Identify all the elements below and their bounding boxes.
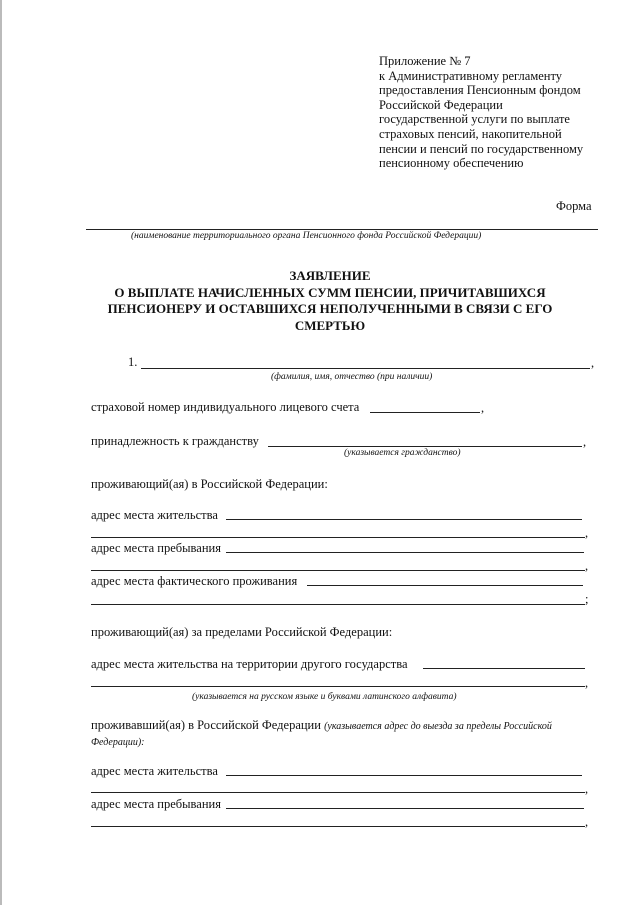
title-line: О ВЫПЛАТЕ НАЧИСЛЕННЫХ СУММ ПЕНСИИ, ПРИЧИТАВШИХСЯ <box>114 284 546 300</box>
full-name-field[interactable] <box>141 368 590 369</box>
foreign-address-field-2[interactable] <box>91 686 585 687</box>
actual-address-label: адрес места фактического проживания <box>91 574 298 588</box>
citizenship-hint: (указывается гражданство) <box>344 448 461 458</box>
appendix-line: Приложение № 7 <box>379 54 471 68</box>
appendix-line: государственной услуги по выплате <box>379 112 570 127</box>
residence-address-label-2: адрес места жительства <box>91 764 218 778</box>
actual-address-field-2[interactable] <box>91 604 585 605</box>
residing-rf-heading: проживающий(ая) в Российской Федерации: <box>91 477 328 491</box>
comma: , <box>481 401 485 415</box>
lived-rf-hint: (указывается адрес до выезда за пределы Российской <box>324 721 552 732</box>
foreign-address-field[interactable] <box>423 668 585 669</box>
title-line: СМЕРТЬЮ <box>294 317 366 333</box>
scan-edge <box>0 0 2 905</box>
title-line: ПЕНСИОНЕРУ И ОСТАВШИХСЯ НЕПОЛУЧЕННЫМИ В СВЯЗИ С ЕГО <box>107 301 553 316</box>
stay-address-field-4[interactable] <box>91 826 585 827</box>
appendix-header <box>379 54 609 171</box>
residing-abroad-heading: проживающий(ая) за пределами Российской Федерации: <box>91 625 393 639</box>
stay-address-field-3[interactable] <box>226 808 584 809</box>
comma: , <box>585 676 589 690</box>
residence-address-field[interactable] <box>226 519 582 520</box>
appendix-line: пенсионному обеспечению <box>379 156 524 171</box>
lived-rf-main: проживавший(ая) в Российской Федерации <box>91 718 321 732</box>
comma: , <box>585 815 589 829</box>
residence-address-field-4[interactable] <box>91 792 585 793</box>
name-hint: (фамилия, имя, отчество (при наличии) <box>271 372 433 382</box>
lived-rf-heading <box>91 718 552 734</box>
foreign-address-label: адрес места жительства на территории другого государства <box>91 657 408 671</box>
document-title <box>60 268 600 334</box>
comma: , <box>591 356 595 370</box>
org-hint: (наименование территориального органа Пенсионного фонда Российской Федерации) <box>131 231 482 241</box>
residence-address-label: адрес места жительства <box>91 508 218 522</box>
appendix-line: пенсии и пенсий по государственному <box>379 141 584 156</box>
appendix-line: предоставления Пенсионным фондом <box>379 83 581 98</box>
citizenship-field[interactable] <box>268 446 582 447</box>
stay-address-field-2[interactable] <box>91 570 585 571</box>
snils-label: страховой номер индивидуального лицевого счета <box>91 400 360 414</box>
snils-field[interactable] <box>370 412 480 413</box>
residence-address-field-3[interactable] <box>226 775 582 776</box>
citizenship-label: принадлежность к гражданству <box>91 434 259 448</box>
stay-address-label: адрес места пребывания <box>91 541 221 555</box>
residence-address-field-2[interactable] <box>91 537 585 538</box>
comma: , <box>585 782 589 796</box>
comma: , <box>585 559 589 573</box>
appendix-line: Российской Федерации <box>379 97 503 112</box>
semicolon: ; <box>585 592 589 606</box>
comma: , <box>585 526 589 540</box>
form-label: Форма <box>556 199 592 213</box>
org-name-field[interactable] <box>86 229 598 230</box>
appendix-line: страховых пенсий, накопительной <box>379 126 562 141</box>
appendix-line: к Административному регламенту <box>379 68 563 83</box>
title-line: ЗАЯВЛЕНИЕ <box>289 268 371 283</box>
lived-rf-hint-cont: Федерации): <box>91 737 145 748</box>
foreign-hint: (указывается на русском языке и буквами латинского алфавита) <box>192 692 457 702</box>
stay-address-label-2: адрес места пребывания <box>91 797 221 811</box>
actual-address-field[interactable] <box>307 585 583 586</box>
item-number: 1. <box>128 355 138 369</box>
stay-address-field[interactable] <box>226 552 584 553</box>
comma: , <box>583 435 587 449</box>
